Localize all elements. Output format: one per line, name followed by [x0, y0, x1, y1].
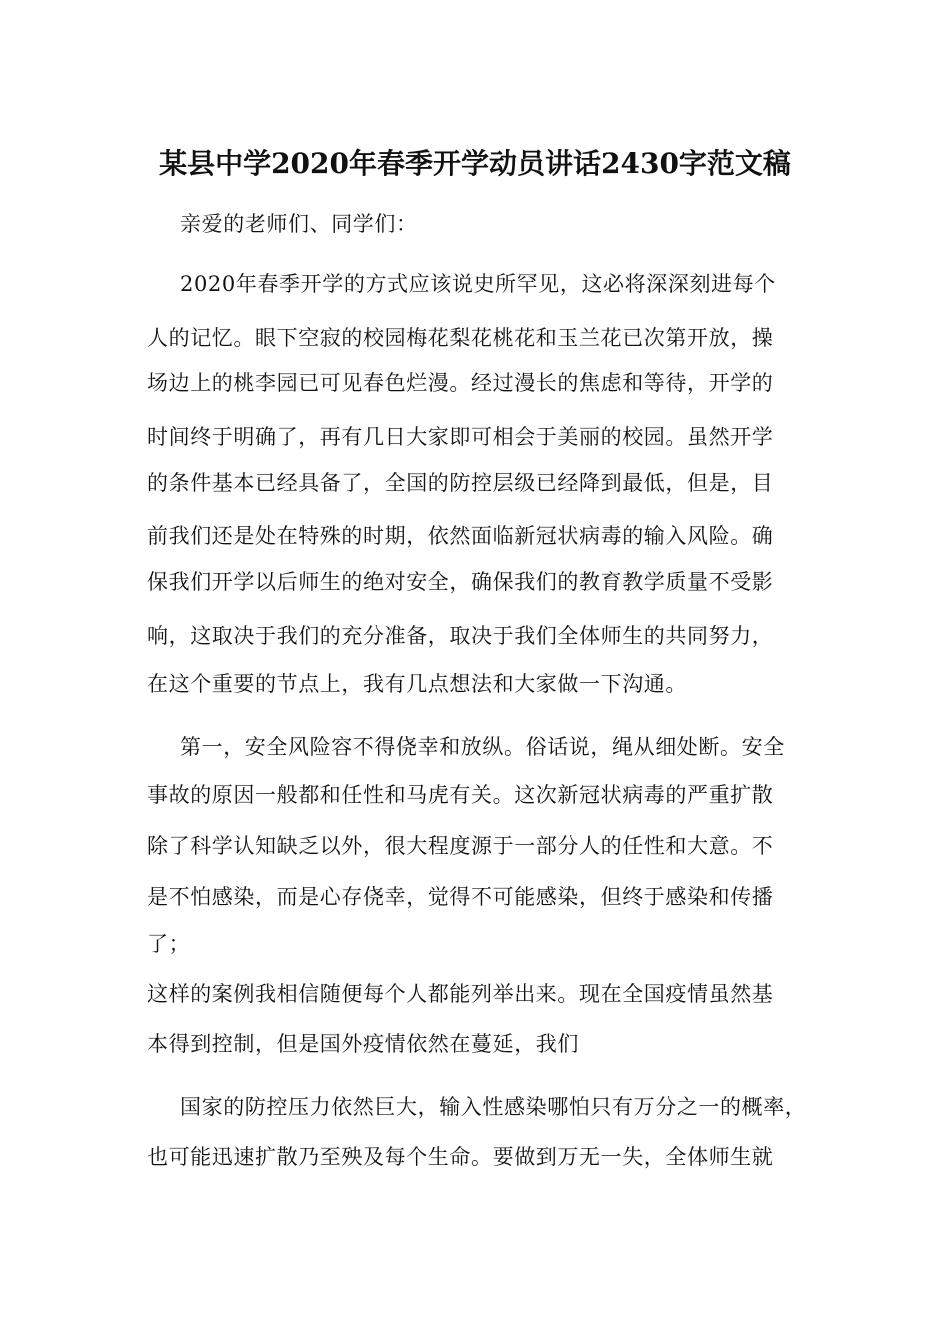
paragraph-1-line-1: 2020年春季开学的方式应该说史所罕见，这必将深深刻进每个 [180, 272, 776, 296]
paragraph-1-line-5: 的条件基本已经具备了，全国的防控层级已经降到最低，但是，目 [147, 471, 774, 495]
paragraph-1-line-9: 在这个重要的节点上，我有几点想法和大家做一下沟通。 [147, 672, 687, 696]
paragraph-1-line-6: 前我们还是处在特殊的时期，依然面临新冠状病毒的输入风险。确 [147, 524, 774, 548]
paragraph-2-line-1: 第一，安全风险容不得侥幸和放纵。俗话说，绳从细处断。安全 [180, 735, 785, 759]
paragraph-1-line-8: 响，这取决于我们的充分准备，取决于我们全体师生的共同努力， [147, 624, 774, 648]
document-title: 某县中学2020年春季开学动员讲话2430字范文稿 [159, 147, 791, 180]
paragraph-2-line-3: 除了科学认知缺乏以外，很大程度源于一部分人的任性和大意。不 [147, 834, 774, 858]
paragraph-2-line-4: 是不怕感染，而是心存侥幸，觉得不可能感染，但终于感染和传播 [147, 885, 774, 909]
paragraph-1-line-2: 人的记忆。眼下空寂的校园梅花梨花桃花和玉兰花已次第开放，操 [147, 326, 774, 350]
paragraph-1-line-4: 时间终于明确了，再有几日大家即可相会于美丽的校园。虽然开学 [147, 425, 774, 449]
paragraph-1-line-7: 保我们开学以后师生的绝对安全，确保我们的教育教学质量不受影 [147, 570, 774, 594]
paragraph-1-line-3: 场边上的桃李园已可见春色烂漫。经过漫长的焦虑和等待，开学的 [147, 371, 774, 395]
greeting-text: 亲爱的老师们、同学们： [180, 212, 418, 236]
paragraph-2-line-2: 事故的原因一般都和任性和马虎有关。这次新冠状病毒的严重扩散 [147, 783, 774, 807]
paragraph-3-line-1: 国家的防控压力依然巨大，输入性感染哪怕只有万分之一的概率， [180, 1095, 807, 1119]
paragraph-2-line-6: 这样的案例我相信随便每个人都能列举出来。现在全国疫情虽然基 [147, 982, 774, 1006]
paragraph-2-line-5: 了； [147, 932, 191, 956]
paragraph-2-line-7: 本得到控制，但是国外疫情依然在蔓延，我们 [147, 1032, 579, 1056]
paragraph-3-line-2: 也可能迅速扩散乃至殃及每个生命。要做到万无一失，全体师生就 [147, 1145, 774, 1169]
